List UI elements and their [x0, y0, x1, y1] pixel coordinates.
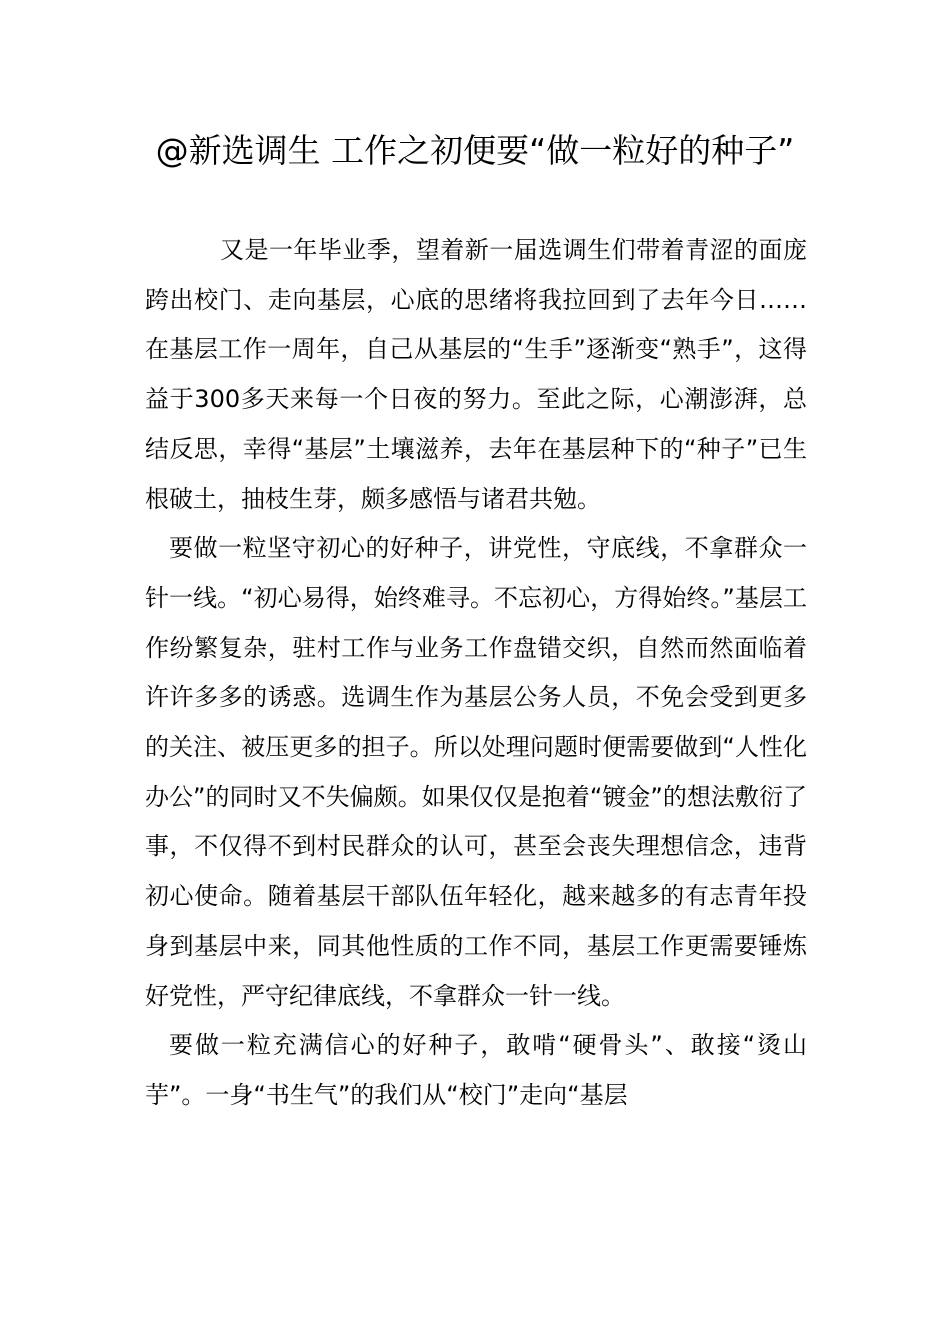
paragraph: 又是一年毕业季，望着新一届选调生们带着青涩的面庞跨出校门、走向基层，心底的思绪将我拉回到了去年今日……在基层工作一周年，自己从基层的“生手”逐渐变“熟手”，这得益于300多天来每一个日夜的努力。至此之际，心潮澎湃，总结反思，幸得“基层”土壤滋养，去年在基层种下的“种子”已生根破土，抽枝生芽，颇多感悟与诸君共勉。: [145, 236, 807, 513]
document-body: [145, 226, 807, 1121]
paragraph: 要做一粒充满信心的好种子，敢啃“硬骨头”、敢接“烫山芋”。一身“书生气”的我们从“校门”走向“基层: [145, 1031, 807, 1109]
paragraph: 要做一粒坚守初心的好种子，讲党性，守底线，不拿群众一针一线。“初心易得，始终难寻。不忘初心，方得始终。”基层工作纷繁复杂，驻村工作与业务工作盘错交织，自然而然面临着许许多多的诱惑。选调生作为基层公务人员，不免会受到更多的关注、被压更多的担子。所以处理问题时便需要做到“人性化办公”的同时又不失偏颇。如果仅仅是抱着“镀金”的想法敷衍了事，不仅得不到村民群众的认可，甚至会丧失理想信念，违背初心使命。随着基层干部队伍年轻化，越来越多的有志青年投身到基层中来，同其他性质的工作不同，基层工作更需要锤炼好党性，严守纪律底线，不拿群众一针一线。: [145, 534, 807, 1010]
document-title: @新选调生 工作之初便要“做一粒好的种子”: [155, 131, 795, 170]
